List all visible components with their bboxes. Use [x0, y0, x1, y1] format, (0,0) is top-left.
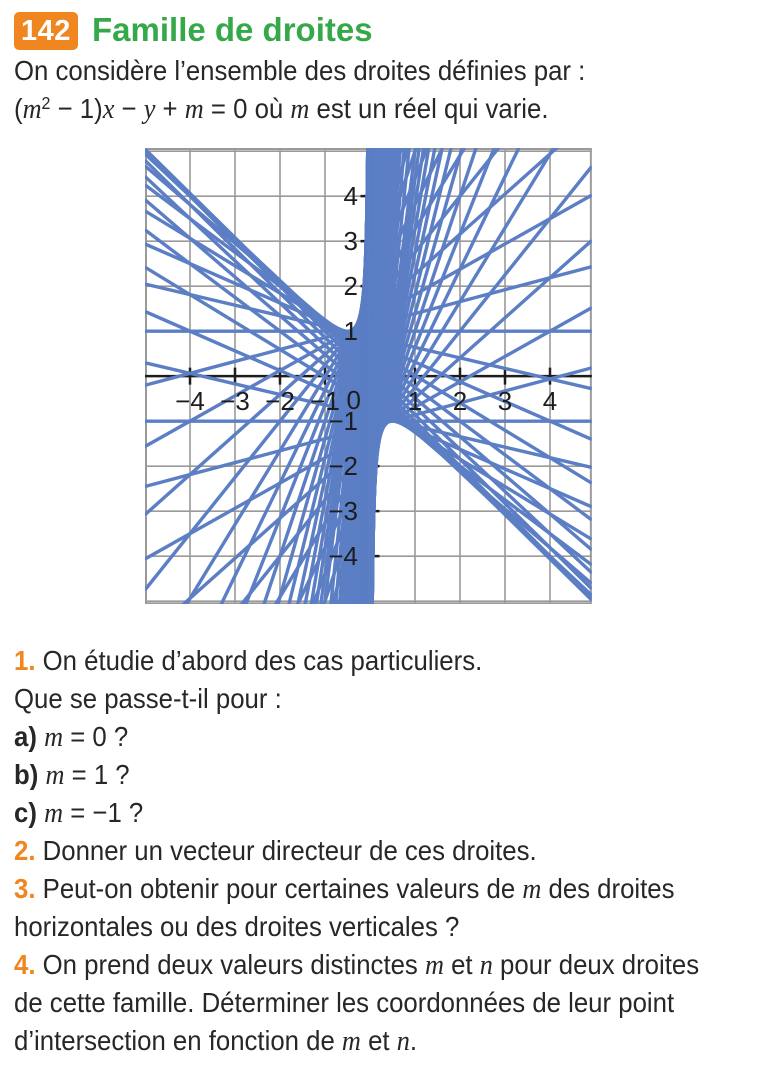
text-line: [14, 832, 759, 870]
math-variable: y: [143, 94, 156, 125]
text-line: [14, 52, 635, 90]
questions-list: [14, 642, 759, 1060]
text-segment: pour deux droites: [492, 949, 700, 980]
intro-text: [14, 52, 635, 128]
math-variable: m: [522, 874, 542, 905]
text-segment: est un réel qui varie.: [309, 93, 549, 124]
question-number: 3.: [14, 873, 36, 904]
text-line: [14, 794, 759, 832]
question-number: 2.: [14, 835, 36, 866]
text-segment: de cette famille. Déterminer les coordonnées de leur point: [14, 987, 675, 1018]
text-segment: et: [360, 1025, 397, 1056]
text-line-content: [14, 642, 482, 680]
y-tick-label: −1: [328, 406, 358, 437]
x-tick-label: −3: [220, 386, 250, 417]
math-variable: m: [45, 760, 65, 791]
text-segment: = 0 où: [203, 93, 291, 124]
math-variable: m: [44, 798, 64, 829]
text-line-content: [14, 90, 548, 131]
y-tick-label: 3: [343, 226, 358, 257]
text-segment: −: [114, 93, 144, 124]
text-line-content: [14, 52, 585, 90]
text-line: [14, 946, 759, 984]
x-tick-label: −2: [265, 386, 295, 417]
text-line-content: [14, 794, 143, 833]
y-tick-label: 1: [343, 316, 358, 347]
text-line: [14, 870, 759, 908]
y-tick-label: 4: [343, 181, 358, 212]
math-variable: m: [22, 94, 42, 125]
text-segment: Que se passe-t-il pour :: [14, 683, 282, 714]
math-variable: x: [102, 94, 115, 125]
x-tick-label: −1: [310, 386, 340, 417]
text-segment: et: [443, 949, 480, 980]
text-segment: = 1 ?: [64, 759, 130, 790]
text-line-content: [14, 680, 282, 718]
text-segment: 2: [41, 93, 51, 114]
text-segment: Donner un vecteur directeur de ces droites.: [35, 835, 537, 866]
y-tick-label: −3: [328, 496, 358, 527]
y-tick-label: −2: [328, 451, 358, 482]
line-family-chart: [145, 148, 592, 604]
math-variable: m: [184, 94, 204, 125]
text-segment: c): [14, 797, 45, 828]
math-variable: m: [44, 722, 64, 753]
question-number: 1.: [14, 645, 36, 676]
math-variable: n: [479, 950, 493, 981]
text-line: [14, 984, 759, 1022]
math-variable: m: [290, 94, 310, 125]
text-segment: d’intersection en fonction de: [14, 1025, 342, 1056]
text-segment: b): [14, 759, 46, 790]
x-tick-label: 1: [407, 386, 423, 417]
text-line: [14, 680, 759, 718]
text-segment: +: [155, 93, 185, 124]
text-line-content: [14, 756, 130, 795]
exercise-title: Famille de droites: [92, 11, 373, 48]
text-segment: On prend deux valeurs distinctes: [35, 949, 425, 980]
text-segment: a): [14, 721, 45, 752]
text-line: [14, 718, 759, 756]
x-tick-label: 3: [497, 386, 513, 417]
y-tick-label: −4: [328, 541, 358, 572]
text-line-content: [14, 908, 459, 946]
math-variable: n: [396, 1026, 410, 1057]
math-variable: m: [424, 950, 444, 981]
text-line: [14, 908, 759, 946]
text-segment: = 0 ?: [63, 721, 129, 752]
x-tick-label: 2: [452, 386, 468, 417]
question-number: 4.: [14, 949, 36, 980]
text-segment: Peut-on obtenir pour certaines valeurs de: [35, 873, 523, 904]
text-segment: On considère l’ensemble des droites définies par :: [14, 55, 586, 86]
text-segment: (: [14, 93, 23, 124]
text-line: [14, 756, 759, 794]
text-line-content: [14, 984, 674, 1022]
text-segment: des droites: [541, 873, 675, 904]
origin-label: 0: [346, 385, 361, 416]
text-line-content: [14, 718, 128, 757]
text-segment: .: [409, 1025, 418, 1056]
family-of-lines-figure: [145, 148, 592, 605]
text-line: [14, 90, 635, 128]
text-segment: horizontales ou des droites verticales ?: [14, 911, 460, 942]
text-line-content: [14, 870, 675, 909]
exercise-number-badge: [14, 12, 78, 50]
text-segment: − 1): [50, 93, 103, 124]
text-line: [14, 1022, 759, 1060]
x-tick-label: −4: [175, 386, 205, 417]
x-tick-label: 4: [542, 386, 558, 417]
text-line: [14, 642, 759, 680]
math-variable: m: [341, 1026, 361, 1057]
text-segment: On étudie d’abord des cas particuliers.: [35, 645, 483, 676]
text-line-content: [14, 946, 699, 985]
text-line-content: [14, 832, 537, 870]
y-tick-label: 2: [343, 271, 358, 302]
text-segment: = −1 ?: [63, 797, 144, 828]
text-line-content: [14, 1022, 417, 1061]
exercise-number: 142: [21, 14, 71, 47]
